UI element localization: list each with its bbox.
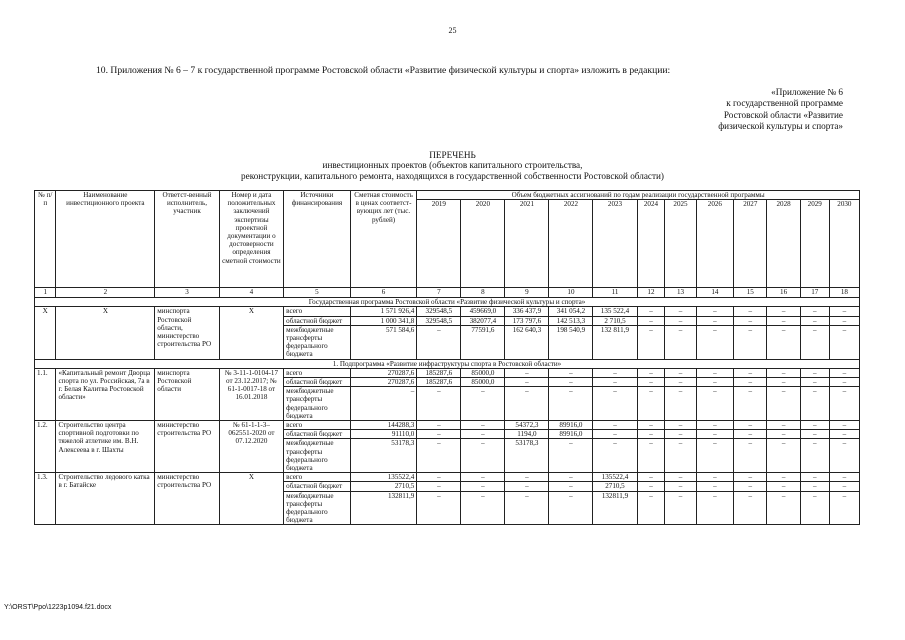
budget-value: – [461, 430, 505, 439]
budget-value: – [637, 430, 665, 439]
budget-value: – [829, 368, 859, 377]
budget-value: – [549, 473, 593, 482]
document-title: ПЕРЕЧЕНЬ [429, 150, 476, 160]
budget-value: – [767, 307, 800, 316]
budget-value: – [767, 387, 800, 421]
project-expertise: № 61-1-1-3–062551-2020 от 07.12.2020 [219, 421, 283, 473]
funding-source: всего [284, 421, 351, 430]
budget-value: – [800, 325, 829, 359]
budget-value: – [829, 491, 859, 525]
budget-value: 270287,6 [350, 378, 417, 387]
budget-value: – [734, 482, 767, 491]
budget-value: – [637, 439, 665, 473]
budget-value: – [417, 491, 461, 525]
budget-value: – [637, 482, 665, 491]
budget-value: 89916,0 [549, 430, 593, 439]
budget-value: – [665, 307, 696, 316]
header-year-2027: 2027 [734, 200, 767, 288]
header-year-2020: 2020 [461, 200, 505, 288]
budget-value: – [767, 325, 800, 359]
budget-value: – [767, 491, 800, 525]
appendix-line-2: к государственной программе [726, 98, 843, 109]
budget-value: 1 571 926,4 [350, 307, 417, 316]
budget-value: – [696, 473, 734, 482]
header-year-2030: 2030 [829, 200, 859, 288]
column-number: 8 [461, 288, 505, 298]
budget-value: – [549, 439, 593, 473]
funding-source: всего [284, 307, 351, 316]
project-name: Строительство центра спортивной подготовки по тяжелой атлетике им. В.Н. Алексеева в г. Шахты [56, 421, 155, 473]
budget-value: 341 054,2 [549, 307, 593, 316]
budget-value: – [505, 473, 549, 482]
budget-value: – [829, 421, 859, 430]
budget-value: – [665, 368, 696, 377]
budget-value: 336 437,9 [505, 307, 549, 316]
budget-value: – [734, 421, 767, 430]
budget-value: 185287,6 [417, 378, 461, 387]
budget-value: – [800, 316, 829, 325]
budget-value: – [767, 473, 800, 482]
budget-value: 53178,3 [505, 439, 549, 473]
budget-value: – [800, 491, 829, 525]
budget-value: – [767, 421, 800, 430]
table-row [35, 307, 860, 316]
budget-value: – [734, 368, 767, 377]
budget-value: – [767, 378, 800, 387]
budget-value: 142 513,3 [549, 316, 593, 325]
budget-value: – [800, 387, 829, 421]
budget-value: – [734, 473, 767, 482]
budget-value: – [696, 430, 734, 439]
page-number: 25 [448, 26, 457, 35]
budget-value: – [696, 482, 734, 491]
budget-value: – [461, 439, 505, 473]
budget-value: – [734, 325, 767, 359]
budget-value: 135522,4 [593, 473, 637, 482]
budget-value: – [800, 439, 829, 473]
budget-value: – [696, 307, 734, 316]
budget-value: – [665, 378, 696, 387]
table-row [35, 368, 860, 377]
appendix-line-3: Ростовской области «Развитие [723, 109, 843, 120]
budget-value: – [461, 491, 505, 525]
budget-value: – [461, 387, 505, 421]
budget-value: – [800, 368, 829, 377]
budget-value: – [829, 378, 859, 387]
header-year-2029: 2029 [800, 200, 829, 288]
column-number: 5 [284, 288, 351, 298]
header-year-2019: 2019 [417, 200, 461, 288]
budget-value: – [637, 316, 665, 325]
budget-value: 1 000 341,8 [350, 316, 417, 325]
budget-value: – [800, 473, 829, 482]
budget-value: – [665, 387, 696, 421]
header-no: № п/п [35, 191, 56, 288]
header-expertise: Номер и дата положительных заключений экспертизы проектной документации о достоверности определения сметной стоимости [219, 191, 283, 288]
budget-value: – [665, 316, 696, 325]
budget-value: – [505, 387, 549, 421]
project-executor: минспорта Ростовской области [155, 368, 219, 420]
budget-value: – [829, 430, 859, 439]
budget-value: – [637, 307, 665, 316]
budget-value: – [637, 368, 665, 377]
budget-value: 198 540,9 [549, 325, 593, 359]
budget-value: – [637, 421, 665, 430]
column-number: 6 [350, 288, 417, 298]
column-number: 2 [56, 288, 155, 298]
funding-source: межбюджетные трансферты федерального бюджета [284, 491, 351, 525]
budget-value: 2 710,5 [593, 316, 637, 325]
budget-value: – [767, 430, 800, 439]
funding-source: областной бюджет [284, 430, 351, 439]
budget-value: 1194,0 [505, 430, 549, 439]
budget-value: – [696, 439, 734, 473]
budget-value: 135 522,4 [593, 307, 637, 316]
column-number: 10 [549, 288, 593, 298]
budget-value: – [800, 430, 829, 439]
budget-value: 2710,5 [593, 482, 637, 491]
document-subtitle [0, 160, 905, 182]
budget-value: – [593, 421, 637, 430]
project-executor: министерство строительства РО [155, 421, 219, 473]
funding-source: областной бюджет [284, 482, 351, 491]
budget-value: 135522,4 [350, 473, 417, 482]
budget-value: – [417, 473, 461, 482]
budget-value: – [417, 430, 461, 439]
budget-value: 270287,6 [350, 368, 417, 377]
budget-value: – [665, 325, 696, 359]
budget-value: 382077,4 [461, 316, 505, 325]
budget-value: 459669,0 [461, 307, 505, 316]
funding-source: межбюджетные трансферты федерального бюджета [284, 387, 351, 421]
budget-value: 85000,0 [461, 368, 505, 377]
funding-source: межбюджетные трансферты федерального бюджета [284, 439, 351, 473]
budget-value: – [593, 387, 637, 421]
subtitle-line-1: инвестиционных проектов (объектов капитального строительства, [322, 160, 583, 170]
budget-value: – [637, 491, 665, 525]
budget-value: – [696, 421, 734, 430]
subtitle-line-2: реконструкции, капитального ремонта, находящихся в государственной собственности Ростовской области) [241, 171, 664, 181]
header-estimated-cost: Сметная стоимость в ценах соответст-вующих лет (тыс. рублей) [350, 191, 417, 288]
budget-value: 329548,5 [417, 307, 461, 316]
budget-value: – [829, 316, 859, 325]
budget-value: – [767, 439, 800, 473]
budget-value: – [549, 368, 593, 377]
budget-value: 185287,6 [417, 368, 461, 377]
budget-value: – [417, 439, 461, 473]
project-expertise: № 3-11-1-0104-17 от 23.12.2017; № 61-1-0017-18 от 16.01.2018 [219, 368, 283, 420]
header-year-2024: 2024 [637, 200, 665, 288]
budget-value: 53178,3 [350, 439, 417, 473]
funding-source: областной бюджет [284, 316, 351, 325]
budget-value: – [829, 387, 859, 421]
header-year-2025: 2025 [665, 200, 696, 288]
budget-value: – [417, 325, 461, 359]
investment-projects-table [34, 190, 860, 525]
column-number: 4 [219, 288, 283, 298]
budget-value: 2710,5 [350, 482, 417, 491]
appendix-line-1: «Приложение № 6 [771, 87, 843, 97]
budget-value: – [829, 325, 859, 359]
budget-value: 85000,0 [461, 378, 505, 387]
header-year-2026: 2026 [696, 200, 734, 288]
column-number: 9 [505, 288, 549, 298]
budget-value: – [505, 491, 549, 525]
budget-value: – [696, 378, 734, 387]
intro-text: 10. Приложения № 6 – 7 к государственной программе Ростовской области «Развитие физической культуры и спорта» изложить в редакции: [96, 65, 671, 76]
budget-value: – [800, 482, 829, 491]
budget-value: – [637, 473, 665, 482]
project-executor: министерство строительства РО [155, 473, 219, 525]
budget-value: – [767, 368, 800, 377]
budget-value: – [767, 482, 800, 491]
column-number: 15 [734, 288, 767, 298]
budget-value: – [800, 378, 829, 387]
budget-value: – [417, 387, 461, 421]
budget-value: – [505, 368, 549, 377]
budget-value: – [593, 439, 637, 473]
column-number: 11 [593, 288, 637, 298]
budget-value: 144288,3 [350, 421, 417, 430]
budget-value: – [696, 316, 734, 325]
budget-value: – [637, 387, 665, 421]
header-budget-volume: Объем бюджетных ассигнований по годам реализации государственной программы [417, 191, 860, 200]
column-number: 14 [696, 288, 734, 298]
footer-file-path: Y:\ORST\Ppo\1223p1094.f21.docx [4, 604, 112, 611]
project-name: «Капитальный ремонт Дворца спорта по ул. Российская, 7а в г. Белая Калитва Ростовской области» [56, 368, 155, 420]
budget-value: – [696, 325, 734, 359]
budget-value: – [461, 421, 505, 430]
budget-value: – [734, 439, 767, 473]
header-year-2021: 2021 [505, 200, 549, 288]
budget-value: – [829, 439, 859, 473]
budget-value: – [461, 473, 505, 482]
budget-value: – [665, 482, 696, 491]
budget-value: – [800, 307, 829, 316]
header-funding-sources: Источники финансирования [284, 191, 351, 288]
budget-value: – [461, 482, 505, 491]
budget-value: 571 584,6 [350, 325, 417, 359]
project-number: 1.2. [35, 421, 56, 473]
column-number: 16 [767, 288, 800, 298]
budget-value: – [665, 430, 696, 439]
budget-value: 77591,6 [461, 325, 505, 359]
budget-value: – [417, 482, 461, 491]
appendix-line-4: физической культуры и спорта» [718, 121, 843, 132]
budget-value: – [549, 482, 593, 491]
budget-value: – [665, 421, 696, 430]
project-number: 1.3. [35, 473, 56, 525]
funding-source: всего [284, 473, 351, 482]
column-number: 17 [800, 288, 829, 298]
budget-value: – [665, 473, 696, 482]
header-year-2022: 2022 [549, 200, 593, 288]
funding-source: межбюджетные трансферты федерального бюджета [284, 325, 351, 359]
column-number: 13 [665, 288, 696, 298]
budget-value: – [637, 378, 665, 387]
budget-value: – [696, 491, 734, 525]
budget-value: – [734, 316, 767, 325]
appendix-header [643, 87, 843, 133]
budget-value: – [696, 387, 734, 421]
budget-value: – [734, 430, 767, 439]
budget-value: 91110,0 [350, 430, 417, 439]
budget-value: 329548,5 [417, 316, 461, 325]
project-name: Строительство ледового катка в г. Батайске [56, 473, 155, 525]
budget-value: – [696, 368, 734, 377]
column-number: 3 [155, 288, 219, 298]
budget-value: – [549, 378, 593, 387]
budget-value: – [829, 482, 859, 491]
budget-value: – [734, 387, 767, 421]
project-expertise: Х [219, 473, 283, 525]
budget-value: – [637, 325, 665, 359]
subprogram-title: 1. Подпрограмма «Развитие инфраструктуры спорта в Ростовской области» [35, 359, 860, 368]
budget-value: – [829, 473, 859, 482]
budget-value: 132811,9 [593, 491, 637, 525]
header-project-name: Наименование инвестиционного проекта [56, 191, 155, 288]
project-name: Х [56, 307, 155, 359]
budget-value: – [800, 421, 829, 430]
column-number: 12 [637, 288, 665, 298]
funding-source: всего [284, 368, 351, 377]
budget-value: 173 797,6 [505, 316, 549, 325]
budget-value: – [734, 307, 767, 316]
budget-value: – [593, 368, 637, 377]
budget-value: 132811,9 [350, 491, 417, 525]
budget-value: – [350, 387, 417, 421]
budget-value: – [767, 316, 800, 325]
project-executor: минспорта Ростовской области, министерство строительства РО [155, 307, 219, 359]
budget-value: – [593, 378, 637, 387]
project-number: Х [35, 307, 56, 359]
header-executor: Ответст-венный исполнитель, участник [155, 191, 219, 288]
budget-value: – [734, 378, 767, 387]
budget-value: – [665, 491, 696, 525]
project-expertise: Х [219, 307, 283, 359]
budget-value: – [665, 439, 696, 473]
budget-value: – [549, 491, 593, 525]
budget-value: – [505, 482, 549, 491]
budget-value: 132 811,9 [593, 325, 637, 359]
column-number: 18 [829, 288, 859, 298]
budget-value: – [417, 421, 461, 430]
budget-value: 162 640,3 [505, 325, 549, 359]
budget-value: – [505, 378, 549, 387]
project-number: 1.1. [35, 368, 56, 420]
budget-value: 89916,0 [549, 421, 593, 430]
table-row [35, 473, 860, 482]
table-row [35, 421, 860, 430]
budget-value: – [593, 430, 637, 439]
program-title: Государственная программа Ростовской области «Развитие физической культуры и спорта» [35, 298, 860, 307]
budget-value: – [734, 491, 767, 525]
budget-value: – [549, 387, 593, 421]
column-number: 1 [35, 288, 56, 298]
header-year-2028: 2028 [767, 200, 800, 288]
header-year-2023: 2023 [593, 200, 637, 288]
funding-source: областной бюджет [284, 378, 351, 387]
column-number: 7 [417, 288, 461, 298]
budget-value: – [829, 307, 859, 316]
budget-value: 54372,3 [505, 421, 549, 430]
